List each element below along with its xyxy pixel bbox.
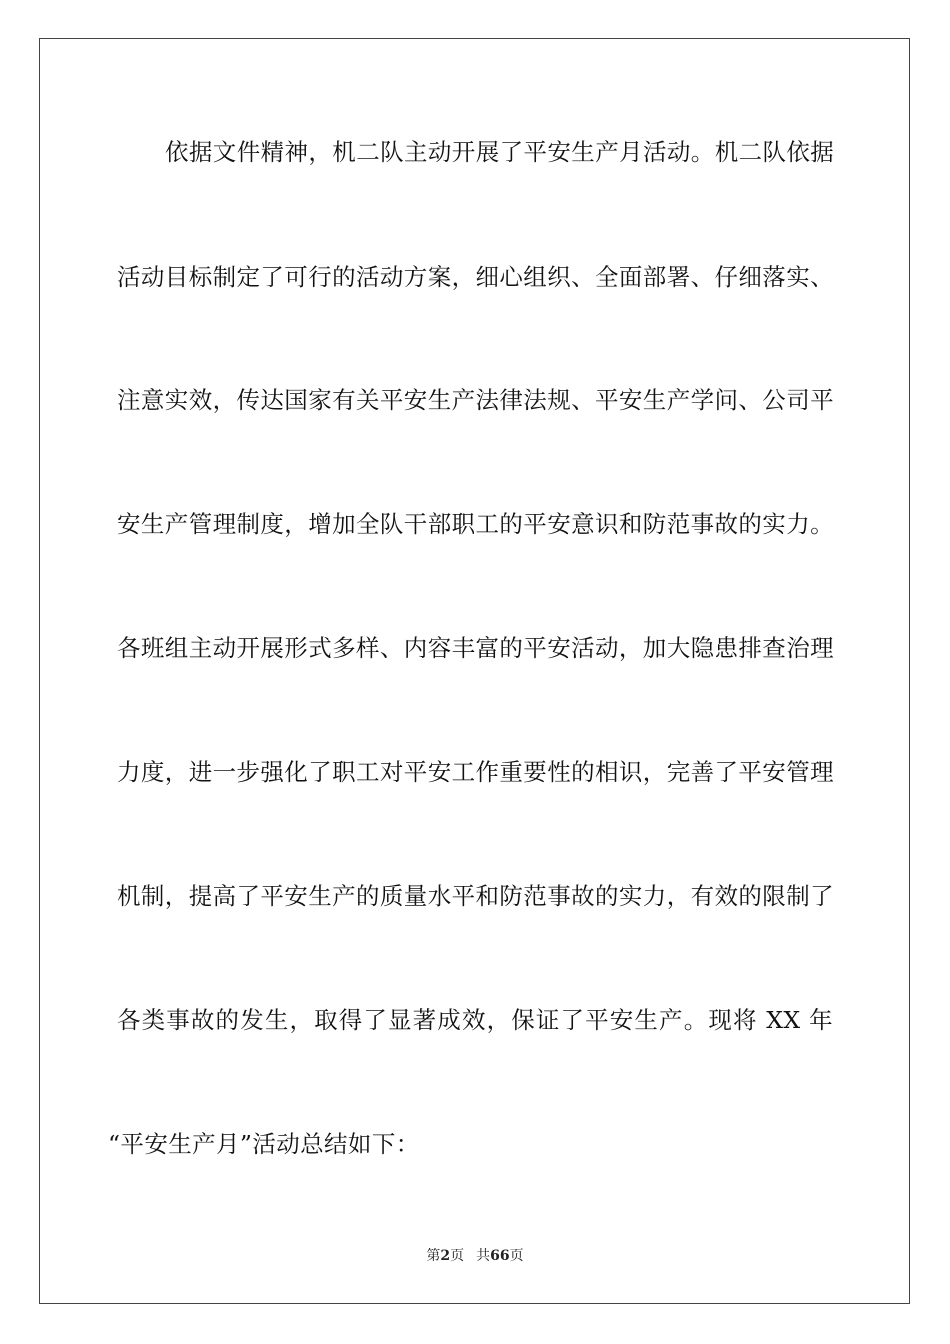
- paragraph-line-5: 各班组主动开展形式多样、内容丰富的平安活动，加大隐患排查治理: [117, 634, 834, 662]
- total-suffix: 页: [509, 1248, 524, 1264]
- total-pages: 66: [490, 1248, 510, 1264]
- paragraph-line-4: 安生产管理制度，增加全队干部职工的平安意识和防范事故的实力。: [117, 510, 834, 538]
- paragraph-line-1: 依据文件精神，机二队主动开展了平安生产月活动。机二队依据: [165, 138, 835, 166]
- page-footer: [0, 1247, 950, 1265]
- page-prefix: 第: [426, 1248, 441, 1264]
- total-prefix: 共: [476, 1248, 491, 1264]
- paragraph-line-8: 各类事故的发生，取得了显著成效，保证了平安生产。现将 XX 年: [117, 1006, 833, 1034]
- page-number: 2: [440, 1248, 451, 1264]
- page-border: [39, 38, 910, 1304]
- page-suffix: 页: [450, 1248, 465, 1264]
- paragraph-line-2: 活动目标制定了可行的活动方案，细心组织、全面部署、仔细落实、: [117, 263, 834, 291]
- paragraph-line-6: 力度，进一步强化了职工对平安工作重要性的相识，完善了平安管理: [117, 758, 834, 786]
- paragraph-line-7: 机制，提高了平安生产的质量水平和防范事故的实力，有效的限制了: [117, 882, 834, 910]
- paragraph-line-3: 注意实效，传达国家有关平安生产法律法规、平安生产学问、公司平: [117, 386, 834, 414]
- paragraph-line-9: “平安生产月”活动总结如下：: [108, 1130, 420, 1158]
